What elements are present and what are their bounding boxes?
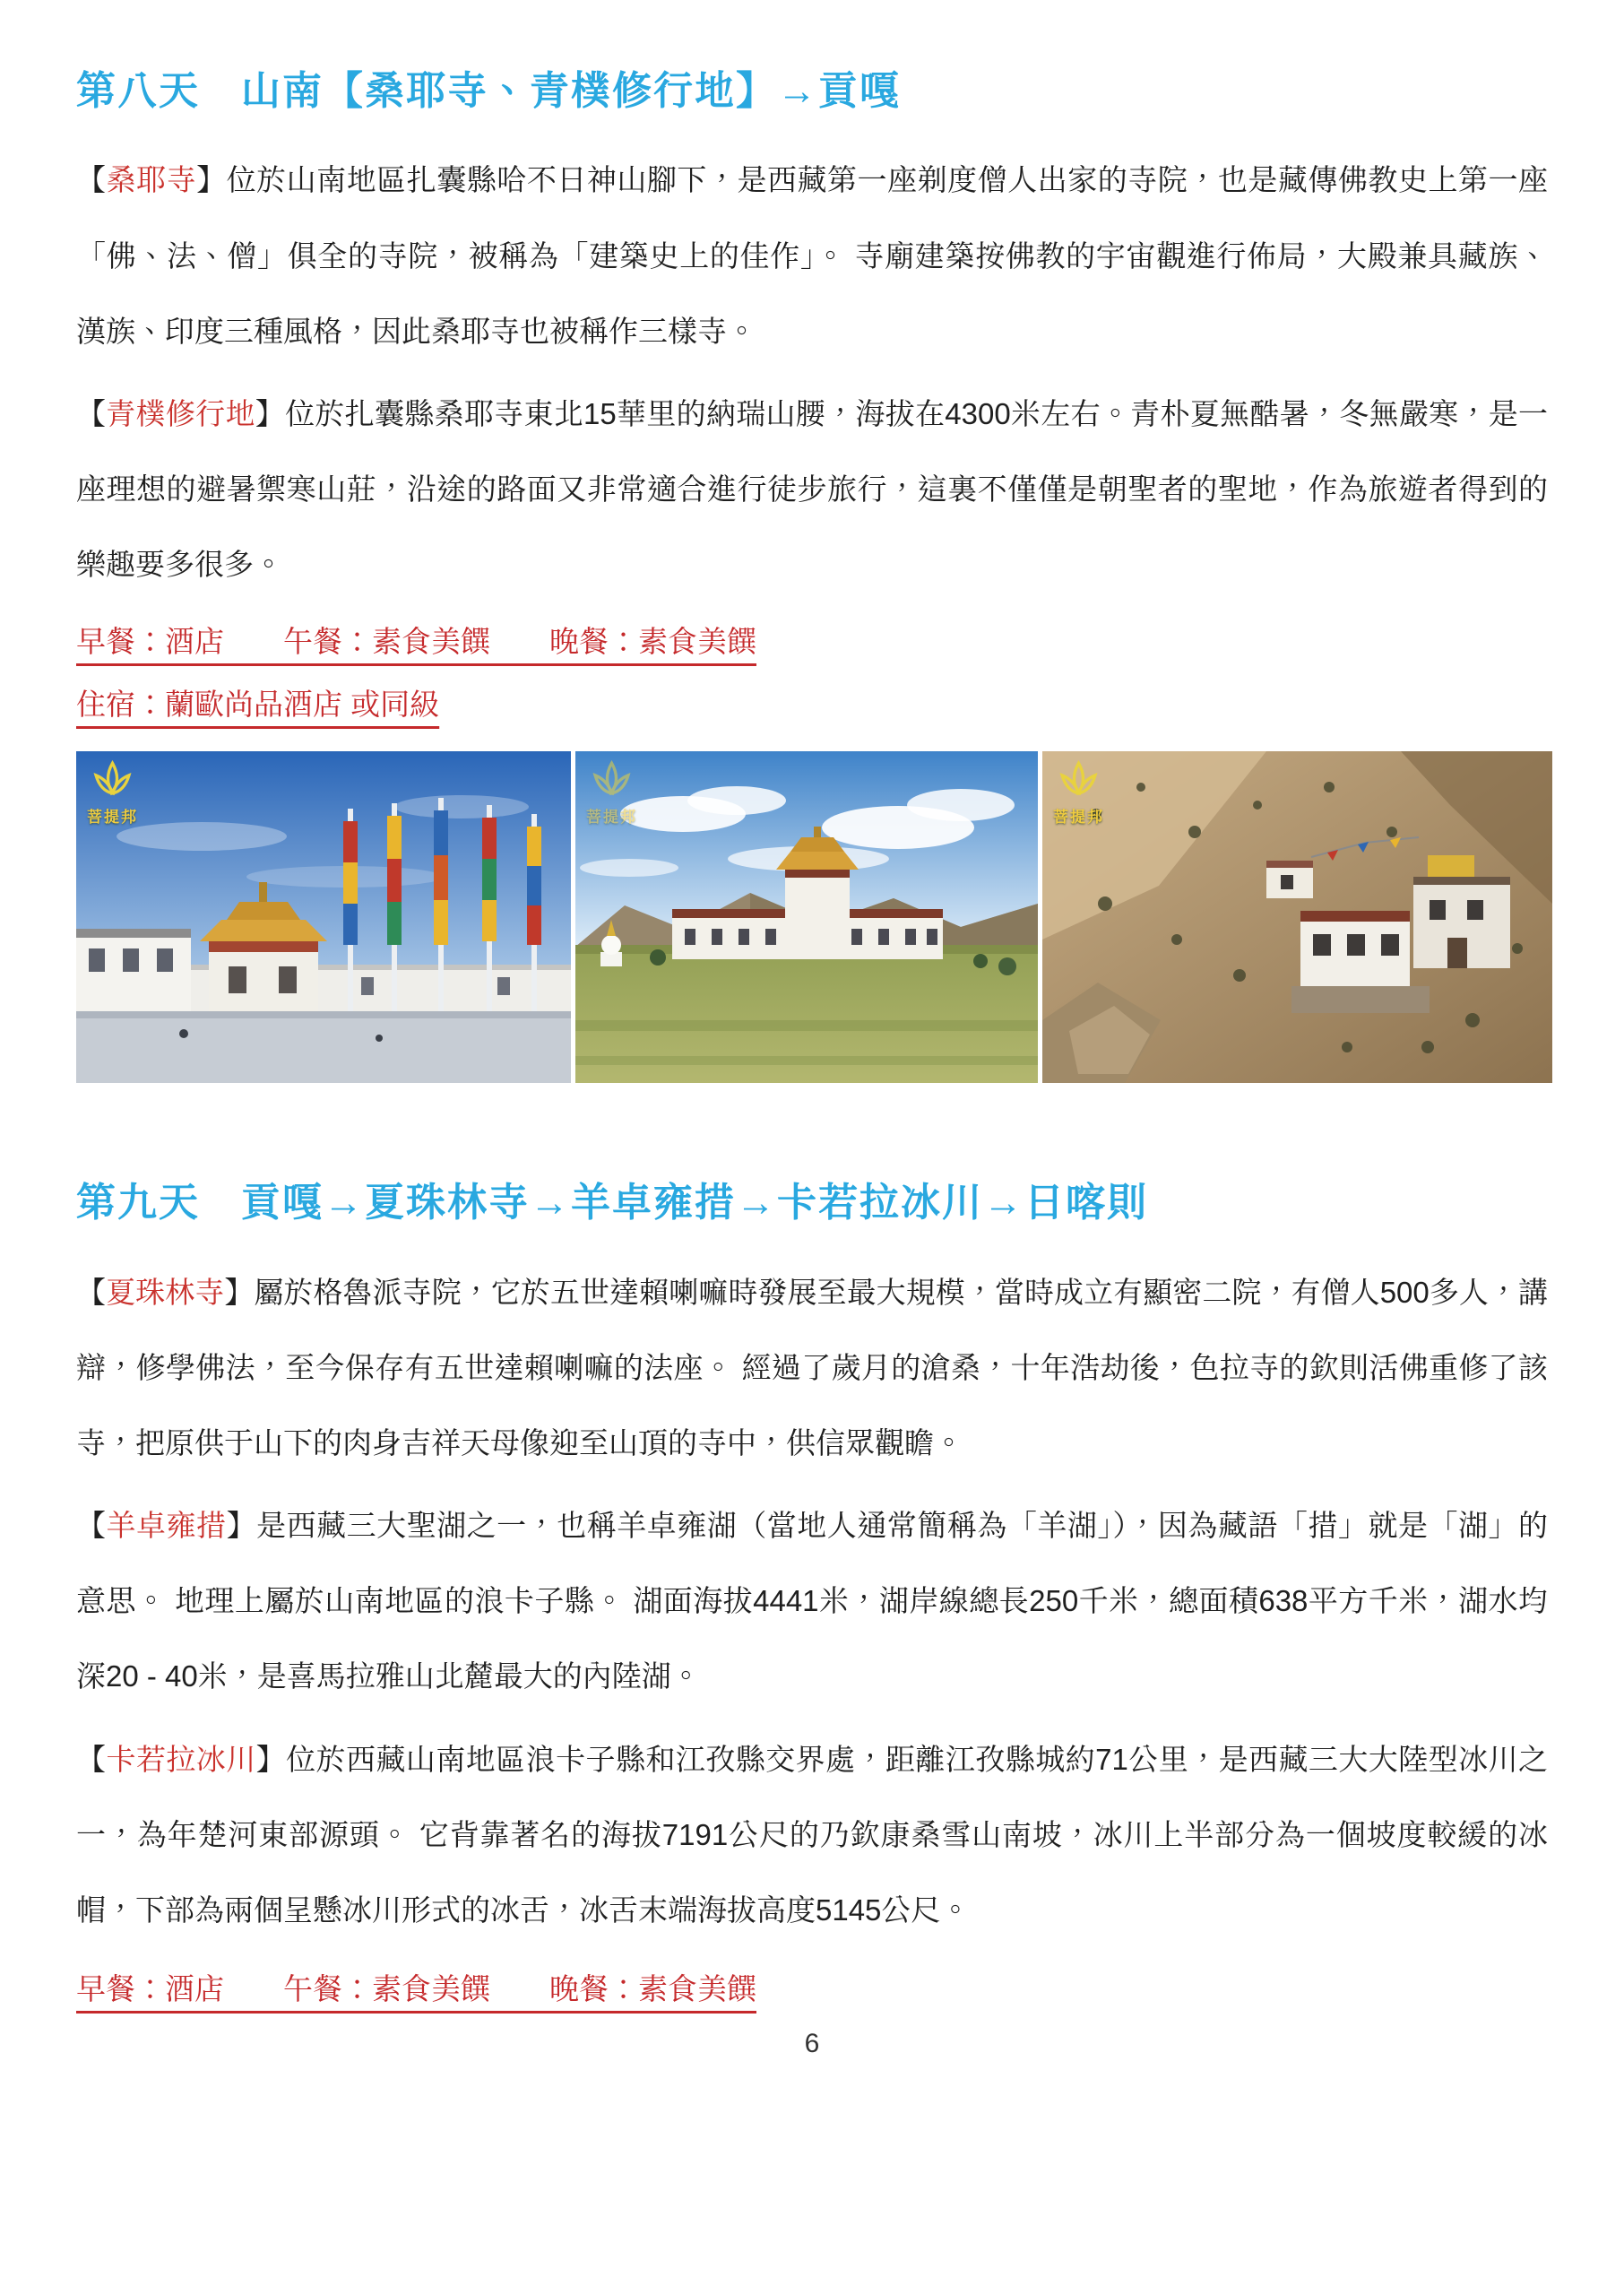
day9-paragraph-shadrubling [76,1255,1548,1481]
watermark-text: 菩提邦 [586,809,637,827]
day8-meals-line: 早餐：酒店 午餐：素食美饌 晚餐：素食美饌 [76,625,756,659]
photo-samye-valley [575,751,1038,1083]
paragraph-text: 位於西藏山南地區浪卡子縣和江孜縣交界處，距離江孜縣城約71公里，是西藏三大大陸型冰川之一，為年楚河東部源頭。 它背靠著名的海拔7191公尺的乃欽康桑雪山南坡，冰川上半部分為一個坡度較緩的冰帽，下部為兩個呈懸冰川形式的冰舌，冰舌末端海拔高度5145公尺。 [76,1742,1549,1927]
photo-samye-courtyard [76,751,571,1083]
page-number: 6 [804,2029,820,2059]
day8-heading: 第八天 山南【桑耶寺、青樸修行地】→貢嘎 [76,69,901,113]
photo-chimpu-hermitage [1042,751,1552,1083]
day9-paragraph-yamdrok [76,1488,1548,1714]
day9-meals-line: 早餐：酒店 午餐：素食美饌 晚餐：素食美饌 [76,1971,756,2005]
bracket-open: 【 [76,163,107,197]
term-yamdrok-lake: 羊卓雍措 [106,1509,227,1543]
bracket-open: 【 [76,1275,107,1309]
photo-row [76,751,1548,1083]
paragraph-text: 屬於格魯派寺院，它於五世達賴喇嘛時發展至最大規模，當時成立有顯密二院，有僧人500多人，講辯，修學佛法，至今保存有五世達賴喇嘛的法座。 經過了歲月的滄桑，十年浩劫後，色拉寺的欽則活佛重修了該寺，把原供于山下的肉身吉祥天母像迎至山頂的寺中，供信眾觀瞻。 [76,1275,1549,1459]
bracket-close: 】 [255,396,286,430]
day9-heading: 第九天 貢嘎→夏珠林寺→羊卓雍措→卡若拉冰川→日喀則 [76,1181,1148,1225]
watermark-text: 菩提邦 [1053,809,1104,827]
term-shadrubling-monastery: 夏珠林寺 [106,1275,225,1309]
bracket-open: 【 [76,396,107,430]
bracket-open: 【 [76,1742,107,1776]
term-samye-monastery: 桑耶寺 [106,163,197,197]
bracket-close: 】 [255,1742,287,1776]
samye-valley-illustration [575,751,1038,1083]
day9-paragraph-karola [76,1722,1548,1948]
term-karola-glacier: 卡若拉冰川 [106,1742,256,1776]
day8-paragraph-samye [76,143,1548,368]
day8-paragraph-chimpu [76,377,1548,602]
paragraph-text: 位於扎囊縣桑耶寺東北15華里的納瑞山腰，海拔在4300米左右。青朴夏無酷暑，冬無嚴寒，是一座理想的避暑禦寒山莊，沿途的路面又非常適合進行徒步旅行，這裏不僅僅是朝聖者的聖地，作為旅遊者得到的樂趣要多很多。 [76,396,1549,582]
bracket-close: 】 [196,163,227,197]
bracket-close: 】 [226,1509,257,1543]
watermark-text: 菩提邦 [87,809,138,827]
paragraph-text: 位於山南地區扎囊縣哈不日神山腳下，是西藏第一座剃度僧人出家的寺院，也是藏傳佛教史上第一座「佛、法、僧」俱全的寺院，被稱為「建築史上的佳作」。 寺廟建築按佛教的宇宙觀進行佈局，大殿兼具藏族、漢族、印度三種風格，因此桑耶寺也被稱作三樣寺。 [76,163,1549,348]
day8-lodging-line: 住宿：蘭歐尚品酒店 或同級 [76,688,440,722]
paragraph-text: 是西藏三大聖湖之一，也稱羊卓雍湖（當地人通常簡稱為「羊湖」），因為藏語「措」就是「湖」的意思。 地理上屬於山南地區的浪卡子縣。 湖面海拔4441米，湖岸線總長250千米，總面積638平方千米，湖水均深20 - 40米，是喜馬拉雅山北麓最大的內陸湖。 [76,1509,1549,1693]
bracket-open: 【 [76,1509,107,1543]
term-chimpu-hermitage: 青樸修行地 [106,396,255,430]
chimpu-hermitage-illustration [1042,751,1552,1083]
bracket-close: 】 [224,1275,255,1309]
samye-courtyard-illustration [76,751,571,1083]
